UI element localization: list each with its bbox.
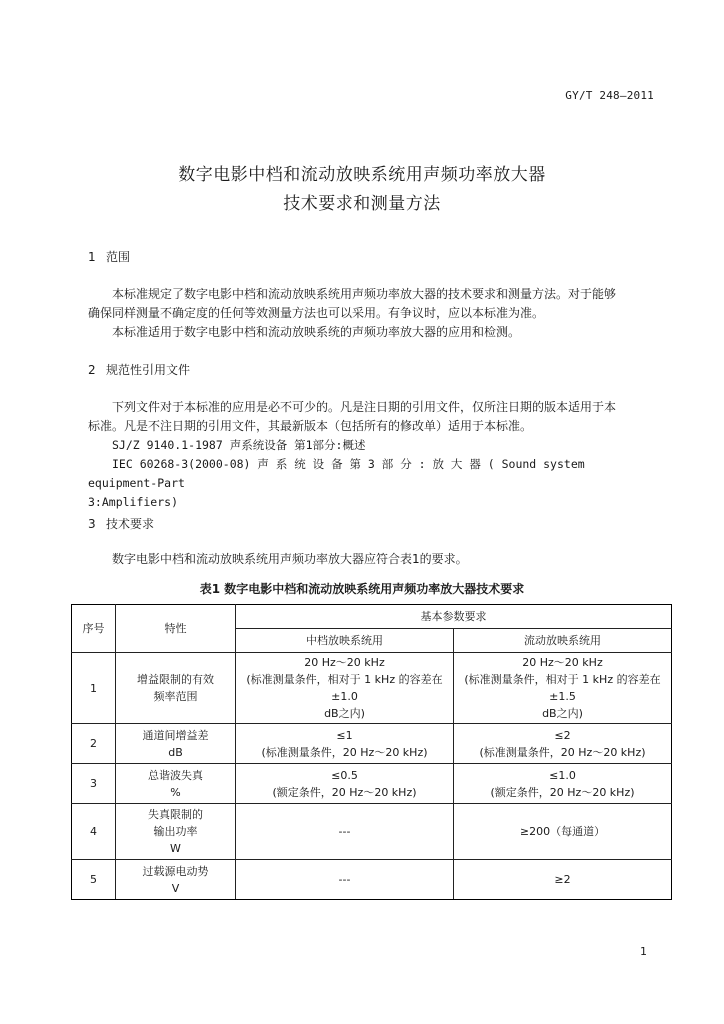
text-line: 下列文件对于本标准的应用是必不可少的。凡是注日期的引用文件，仅所注日期的版本适用于本 xyxy=(112,400,617,414)
cell-line: V xyxy=(171,881,180,895)
cell-characteristic xyxy=(116,804,236,860)
text-line: 确保同样测量不确定度的任何等效测量方法也可以采用。有争议时，应以本标准为准。 xyxy=(88,306,545,320)
cell-seq: 3 xyxy=(72,764,116,804)
section-number: 3 xyxy=(88,517,96,531)
header-mid-system: 中档放映系统用 xyxy=(236,629,454,653)
cell-characteristic xyxy=(116,653,236,724)
requirements-table xyxy=(71,604,672,900)
text-line: 数字电影中档和流动放映系统用声频功率放大器应符合表1的要求。 xyxy=(112,552,468,566)
cell-characteristic xyxy=(116,764,236,804)
cell-line: ≤1 xyxy=(336,728,353,742)
cell-seq: 1 xyxy=(72,653,116,724)
header-mobile-system: 流动放映系统用 xyxy=(454,629,672,653)
cell-mobile xyxy=(454,764,672,804)
cell-mobile: ≥200（每通道） xyxy=(454,804,672,860)
reference-1: SJ/Z 9140.1-1987 声系统设备 第1部分:概述 xyxy=(112,438,366,452)
cell-line: 增益限制的有效 xyxy=(137,673,214,686)
cell-line: (标准测量条件，相对于 1 kHz 的容差在±1.0 xyxy=(246,673,443,703)
text-line: 标准。凡是不注日期的引用文件，其最新版本（包括所有的修改单）适用于本标准。 xyxy=(88,419,533,433)
document-title-line1: 数字电影中档和流动放映系统用声频功率放大器 xyxy=(178,165,546,185)
table-row xyxy=(72,653,672,724)
table-row xyxy=(72,724,672,764)
table-header-row xyxy=(72,605,672,629)
cell-mobile: ≥2 xyxy=(454,860,672,900)
reference-2-line2: 3:Amplifiers) xyxy=(88,495,179,509)
reference-2-line1: IEC 60268-3(2000-08) 声 系 统 设 备 第 3 部 分 : 放 大 器 ( Sound system equipment-Part xyxy=(88,457,585,490)
cell-line: (额定条件，20 Hz～20 kHz) xyxy=(272,785,417,799)
cell-seq: 2 xyxy=(72,724,116,764)
section-2-heading xyxy=(88,361,190,378)
table-row xyxy=(72,860,672,900)
cell-line: ≤2 xyxy=(554,728,571,742)
section-title: 范围 xyxy=(106,250,131,264)
cell-line: (标准测量条件，相对于 1 kHz 的容差在±1.5 xyxy=(464,673,661,703)
cell-line: (标准测量条件，20 Hz～20 kHz) xyxy=(261,745,428,759)
cell-line: % xyxy=(170,785,181,799)
section-1-paragraph-2: 本标准适用于数字电影中档和流动放映系统的声频功率放大器的应用和检测。 xyxy=(112,325,521,339)
cell-line: (额定条件，20 Hz～20 kHz) xyxy=(490,785,635,799)
cell-mid xyxy=(236,724,454,764)
cell-line: 频率范围 xyxy=(153,690,198,703)
page-number: 1 xyxy=(640,945,647,958)
table-row xyxy=(72,804,672,860)
section-1-paragraph-1 xyxy=(88,285,650,342)
cell-mid: --- xyxy=(236,804,454,860)
cell-characteristic xyxy=(116,860,236,900)
cell-line: ≤1.0 xyxy=(549,768,576,782)
cell-characteristic xyxy=(116,724,236,764)
section-2-paragraph xyxy=(88,398,650,512)
text-line: 本标准规定了数字电影中档和流动放映系统用声频功率放大器的技术要求和测量方法。对于能够 xyxy=(112,287,617,301)
cell-line: 过载源电动势 xyxy=(142,864,209,878)
cell-line: 失真限制的 xyxy=(148,808,203,821)
section-title: 技术要求 xyxy=(106,517,155,531)
section-1-heading xyxy=(88,248,130,265)
section-number: 1 xyxy=(88,250,96,264)
cell-line: dB之内) xyxy=(542,707,583,720)
cell-mid: --- xyxy=(236,860,454,900)
section-title: 规范性引用文件 xyxy=(106,363,191,377)
cell-line: dB xyxy=(168,745,183,759)
cell-line: dB之内) xyxy=(324,707,365,720)
section-number: 2 xyxy=(88,363,96,377)
cell-line: W xyxy=(170,842,181,855)
cell-line: ≤0.5 xyxy=(331,768,358,782)
table-row xyxy=(72,764,672,804)
header-basic-params: 基本参数要求 xyxy=(236,605,672,629)
table-caption: 表1 数字电影中档和流动放映系统用声频功率放大器技术要求 xyxy=(199,582,525,596)
cell-mid xyxy=(236,653,454,724)
document-title-line2: 技术要求和测量方法 xyxy=(283,194,441,214)
section-3-paragraph xyxy=(88,550,650,569)
cell-mobile xyxy=(454,724,672,764)
cell-mid xyxy=(236,764,454,804)
header-characteristic: 特性 xyxy=(116,605,236,653)
cell-mobile xyxy=(454,653,672,724)
cell-line: (标准测量条件，20 Hz～20 kHz) xyxy=(479,745,646,759)
cell-line: 输出功率 xyxy=(153,825,198,838)
cell-seq: 5 xyxy=(72,860,116,900)
cell-line: 通道间增益差 xyxy=(142,728,209,742)
cell-line: 20 Hz～20 kHz xyxy=(304,656,385,669)
header-seq: 序号 xyxy=(72,605,116,653)
standard-number: GY/T 248—2011 xyxy=(565,89,654,102)
cell-line: 总谐波失真 xyxy=(148,768,203,782)
cell-line: 20 Hz～20 kHz xyxy=(522,656,603,669)
section-3-heading xyxy=(88,515,154,532)
cell-seq: 4 xyxy=(72,804,116,860)
